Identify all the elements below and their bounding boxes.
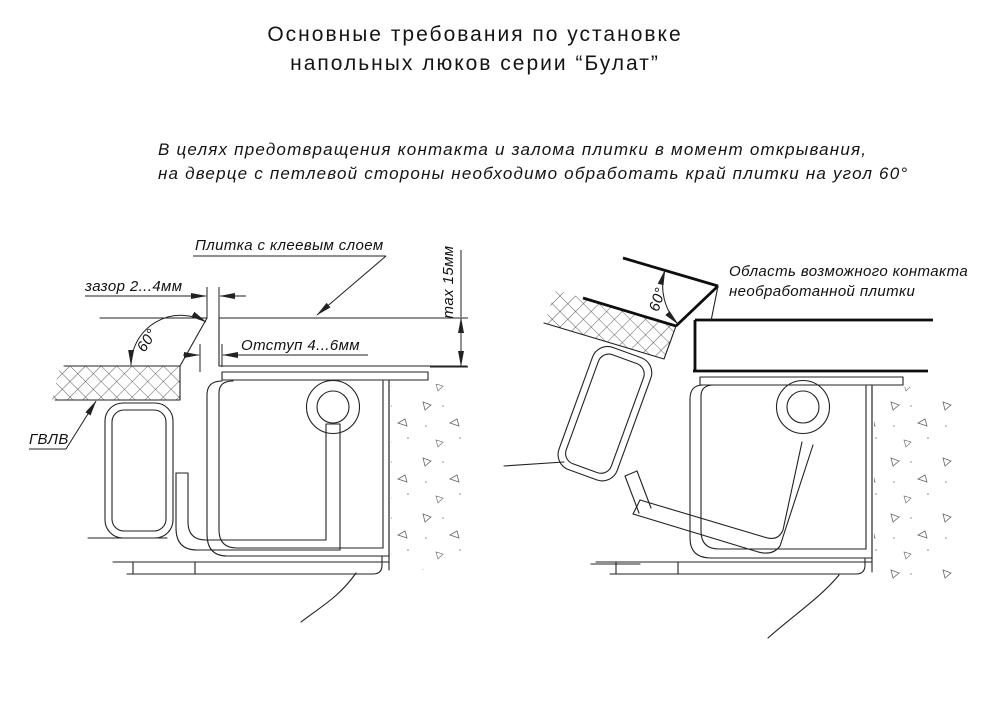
fixed-tile-slab [693, 320, 933, 371]
angle-label: 60° [133, 325, 161, 356]
gap-label: зазор 2...4мм [85, 278, 183, 295]
contact-area-label [729, 263, 968, 300]
angle-label-right: 60° [645, 285, 670, 314]
note-line-2: на дверце с петлевой стороны необходимо обработать край плитки на угол 60° [158, 164, 909, 183]
door-tube-profile [105, 403, 173, 538]
contact-label-line-2: необработанной плитки [729, 283, 916, 300]
offset-label: Отступ 4...6мм [241, 337, 360, 354]
door-tube-tilted [554, 342, 657, 485]
note-line-1: В целях предотвращения контакта и залома плитки в момент открывания, [158, 140, 868, 159]
gvl-leader [29, 401, 96, 449]
hinge-mechanism [176, 381, 360, 551]
dimension-offset [183, 337, 368, 372]
hinge-pivot-outer-right [777, 381, 830, 434]
contact-label-line-1: Область возможного контакта [729, 263, 969, 280]
title-line-1: Основные требования по установке [267, 23, 683, 46]
hinge-pivot-inner [317, 391, 349, 423]
break-line [301, 573, 356, 622]
tile-bevel-edge [180, 318, 207, 366]
ceiling-line [504, 462, 564, 466]
hinge-pivot-outer [307, 381, 360, 434]
angle-dimension-right [646, 270, 678, 324]
max-height-label: max 15мм [440, 245, 457, 319]
gvl-label: ГВЛВ [29, 431, 69, 448]
tile-label: Плитка с клеевым слоем [195, 237, 384, 254]
concrete-texture [391, 384, 469, 570]
hinge-pivot-inner-right [787, 391, 819, 423]
tile-leader [193, 237, 386, 315]
concrete-texture-right [874, 387, 952, 583]
opening-hatch-view [504, 258, 968, 638]
dimension-gap [84, 278, 246, 318]
title-line-2: напольных люков серии “Булат” [290, 52, 660, 75]
dimension-max-height [430, 246, 468, 367]
closed-hatch-view [29, 237, 469, 622]
break-line-right [768, 575, 839, 638]
frame-profile-right [504, 377, 903, 638]
gvl-board-hatch [52, 366, 180, 400]
hinge-mechanism-right [625, 381, 830, 554]
